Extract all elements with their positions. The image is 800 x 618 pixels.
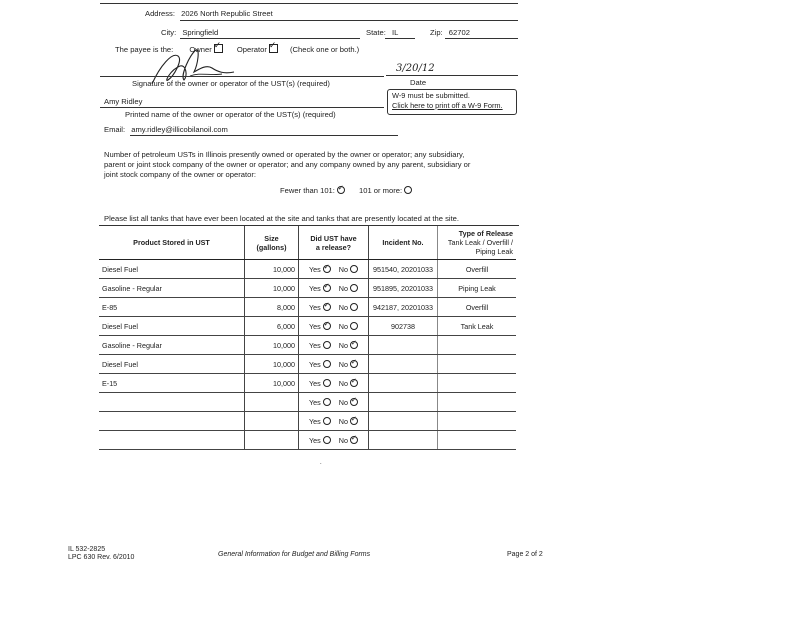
cell-product[interactable]: E-85 xyxy=(99,298,245,317)
no-label: No xyxy=(338,321,348,331)
operator-checkbox[interactable] xyxy=(269,44,278,53)
table-row xyxy=(99,393,516,412)
address-row xyxy=(145,9,273,18)
yes-label: Yes xyxy=(309,378,321,388)
no-radio[interactable] xyxy=(350,436,358,444)
address-underline xyxy=(180,20,518,21)
yes-radio[interactable] xyxy=(323,284,331,292)
cell-incident[interactable]: 942187, 20201033 xyxy=(369,298,438,317)
cell-release-type[interactable] xyxy=(438,374,517,393)
cell-size[interactable] xyxy=(245,393,299,412)
zip-value[interactable]: 62702 xyxy=(448,28,470,37)
address-label: Address: xyxy=(145,9,175,18)
cell-product[interactable] xyxy=(99,412,245,431)
cell-release xyxy=(299,393,369,412)
cell-release xyxy=(299,260,369,279)
cell-product[interactable] xyxy=(99,393,245,412)
yes-label: Yes xyxy=(309,397,321,407)
table-header-row xyxy=(99,226,516,260)
no-radio[interactable] xyxy=(350,284,358,292)
cell-release-type[interactable] xyxy=(438,431,517,450)
cell-incident[interactable]: 951540, 20201033 xyxy=(369,260,438,279)
cell-release-type[interactable]: Tank Leak xyxy=(438,317,517,336)
email-value[interactable]: amy.ridley@illicobilanoil.com xyxy=(131,125,228,134)
state-value[interactable]: IL xyxy=(391,28,399,37)
cell-product[interactable]: Diesel Fuel xyxy=(99,355,245,374)
email-label: Email: xyxy=(104,125,126,134)
header-size: Size (gallons) xyxy=(245,226,299,260)
yes-radio[interactable] xyxy=(323,322,331,330)
owner-label: Owner xyxy=(189,45,212,54)
table-row xyxy=(99,431,516,450)
no-label: No xyxy=(338,378,348,388)
w9-notice xyxy=(387,89,517,115)
cell-product[interactable]: E-15 xyxy=(99,374,245,393)
printed-name-underline xyxy=(100,107,384,108)
no-radio[interactable] xyxy=(350,398,358,406)
address-value[interactable]: 2026 North Republic Street xyxy=(181,9,273,18)
no-label: No xyxy=(338,283,348,293)
w9-link[interactable]: Click here to print off a W-9 Form. xyxy=(392,101,503,110)
yes-radio[interactable] xyxy=(323,360,331,368)
cell-product[interactable] xyxy=(99,431,245,450)
yes-radio[interactable] xyxy=(323,265,331,273)
cell-release xyxy=(299,279,369,298)
city-label: City: xyxy=(161,28,177,37)
cell-size[interactable]: 10,000 xyxy=(245,374,299,393)
cell-release-type[interactable] xyxy=(438,336,517,355)
footer-form-id2: LPC 630 Rev. 6/2010 xyxy=(68,554,135,561)
cell-release xyxy=(299,374,369,393)
operator-label: Operator xyxy=(236,45,267,54)
footer-title: General Information for Budget and Billing Forms xyxy=(218,551,371,558)
yes-radio[interactable] xyxy=(323,398,331,406)
signature-caption: Signature of the owner or operator of the UST(s) (required) xyxy=(132,79,330,88)
cell-release xyxy=(299,317,369,336)
no-radio[interactable] xyxy=(350,417,358,425)
zip-label: Zip: xyxy=(430,28,443,37)
cell-incident[interactable] xyxy=(369,431,438,450)
more-label: 101 or more: xyxy=(359,186,403,195)
zip-row xyxy=(430,28,470,37)
cell-incident[interactable] xyxy=(369,374,438,393)
yes-label: Yes xyxy=(309,302,321,312)
signature-underline xyxy=(100,76,384,77)
cell-release-type[interactable] xyxy=(438,412,517,431)
cell-release xyxy=(299,298,369,317)
cell-incident[interactable]: 951895, 20201033 xyxy=(369,279,438,298)
cell-product[interactable]: Diesel Fuel xyxy=(99,317,245,336)
yes-label: Yes xyxy=(309,264,321,274)
cell-size[interactable] xyxy=(245,412,299,431)
cell-release-type[interactable]: Piping Leak xyxy=(438,279,517,298)
cell-release-type[interactable]: Overfill xyxy=(438,260,517,279)
cell-release-type[interactable] xyxy=(438,355,517,374)
ownership-text xyxy=(104,150,470,180)
table-row xyxy=(99,298,516,317)
yes-label: Yes xyxy=(309,416,321,426)
table-row xyxy=(99,279,516,298)
table-intro: Please list all tanks that have ever been located at the site and tanks that are presently located at the site. xyxy=(104,214,460,223)
yes-label: Yes xyxy=(309,283,321,293)
fewer-radio[interactable] xyxy=(337,186,345,194)
cell-product[interactable]: Gasoline - Regular xyxy=(99,336,245,355)
cell-size[interactable]: 10,000 xyxy=(245,279,299,298)
yes-radio[interactable] xyxy=(323,379,331,387)
cell-incident[interactable] xyxy=(369,336,438,355)
cell-size[interactable]: 10,000 xyxy=(245,355,299,374)
printed-name-caption: Printed name of the owner or operator of the UST(s) (required) xyxy=(125,110,336,119)
table-row xyxy=(99,260,516,279)
more-radio[interactable] xyxy=(404,186,412,194)
footer-page: Page 2 of 2 xyxy=(507,551,543,558)
cell-size[interactable]: 6,000 xyxy=(245,317,299,336)
stray-mark: . xyxy=(320,460,322,466)
no-radio[interactable] xyxy=(350,379,358,387)
footer-form-id xyxy=(68,546,134,562)
header-product: Product Stored in UST xyxy=(99,226,245,260)
tanks-table xyxy=(99,226,516,450)
no-radio[interactable] xyxy=(350,303,358,311)
ust-count-row xyxy=(280,186,412,195)
city-row xyxy=(161,28,218,37)
table-row xyxy=(99,336,516,355)
cell-incident[interactable] xyxy=(369,393,438,412)
header-release: Did UST have a release? xyxy=(299,226,369,260)
cell-incident[interactable] xyxy=(369,412,438,431)
yes-radio[interactable] xyxy=(323,417,331,425)
cell-release-type[interactable]: Overfill xyxy=(438,298,517,317)
cell-size[interactable] xyxy=(245,431,299,450)
top-border-line xyxy=(100,3,518,4)
payee-prefix: The payee is the: xyxy=(115,45,174,54)
no-label: No xyxy=(338,416,348,426)
table-row xyxy=(99,355,516,374)
w9-line1: W-9 must be submitted. xyxy=(392,91,470,100)
cell-incident[interactable]: 902738 xyxy=(369,317,438,336)
cell-release-type[interactable] xyxy=(438,393,517,412)
cell-release xyxy=(299,431,369,450)
yes-label: Yes xyxy=(309,435,321,445)
city-value[interactable]: Springfield xyxy=(182,28,219,37)
cell-incident[interactable] xyxy=(369,355,438,374)
yes-radio[interactable] xyxy=(323,303,331,311)
date-value[interactable]: 3/20/12 xyxy=(396,63,435,74)
yes-radio[interactable] xyxy=(323,436,331,444)
cell-release xyxy=(299,355,369,374)
no-radio[interactable] xyxy=(350,265,358,273)
cell-size[interactable]: 8,000 xyxy=(245,298,299,317)
header-incident: Incident No. xyxy=(369,226,438,260)
state-underline xyxy=(385,38,415,39)
cell-size[interactable]: 10,000 xyxy=(245,336,299,355)
no-label: No xyxy=(338,340,348,350)
printed-name-value[interactable]: Amy Ridley xyxy=(104,97,143,106)
cell-release xyxy=(299,336,369,355)
no-label: No xyxy=(338,264,348,274)
yes-radio[interactable] xyxy=(323,341,331,349)
yes-label: Yes xyxy=(309,321,321,331)
no-radio[interactable] xyxy=(350,341,358,349)
footer-form-id1: IL 532-2825 xyxy=(68,546,106,553)
table-row xyxy=(99,317,516,336)
email-underline xyxy=(130,135,398,136)
date-underline xyxy=(386,75,518,76)
email-row xyxy=(104,125,228,134)
no-radio[interactable] xyxy=(350,322,358,330)
payee-note: (Check one or both.) xyxy=(289,45,360,54)
no-label: No xyxy=(338,397,348,407)
date-label: Date xyxy=(410,78,427,87)
zip-underline xyxy=(445,38,518,39)
state-label: State: xyxy=(366,28,386,37)
yes-label: Yes xyxy=(309,359,321,369)
cell-release xyxy=(299,412,369,431)
cell-product[interactable]: Diesel Fuel xyxy=(99,260,245,279)
table-row xyxy=(99,412,516,431)
table-row xyxy=(99,374,516,393)
no-label: No xyxy=(338,359,348,369)
city-underline xyxy=(180,38,360,39)
ownership-line2: parent or joint stock company of the owner or operator; and any company owned by any parent, subsidiary or xyxy=(104,160,471,169)
cell-product[interactable]: Gasoline - Regular xyxy=(99,279,245,298)
ownership-line3: joint stock company of the owner or operator: xyxy=(104,170,256,179)
yes-label: Yes xyxy=(309,340,321,350)
ownership-line1: Number of petroleum USTs in Illinois presently owned or operated by the owner or operator; any subsidiary, xyxy=(104,150,465,159)
fewer-label: Fewer than 101: xyxy=(280,186,335,195)
no-label: No xyxy=(338,435,348,445)
no-radio[interactable] xyxy=(350,360,358,368)
no-label: No xyxy=(338,302,348,312)
header-type: Type of Release Tank Leak / Overfill / Piping Leak xyxy=(438,226,517,260)
cell-size[interactable]: 10,000 xyxy=(245,260,299,279)
state-row xyxy=(366,28,398,37)
